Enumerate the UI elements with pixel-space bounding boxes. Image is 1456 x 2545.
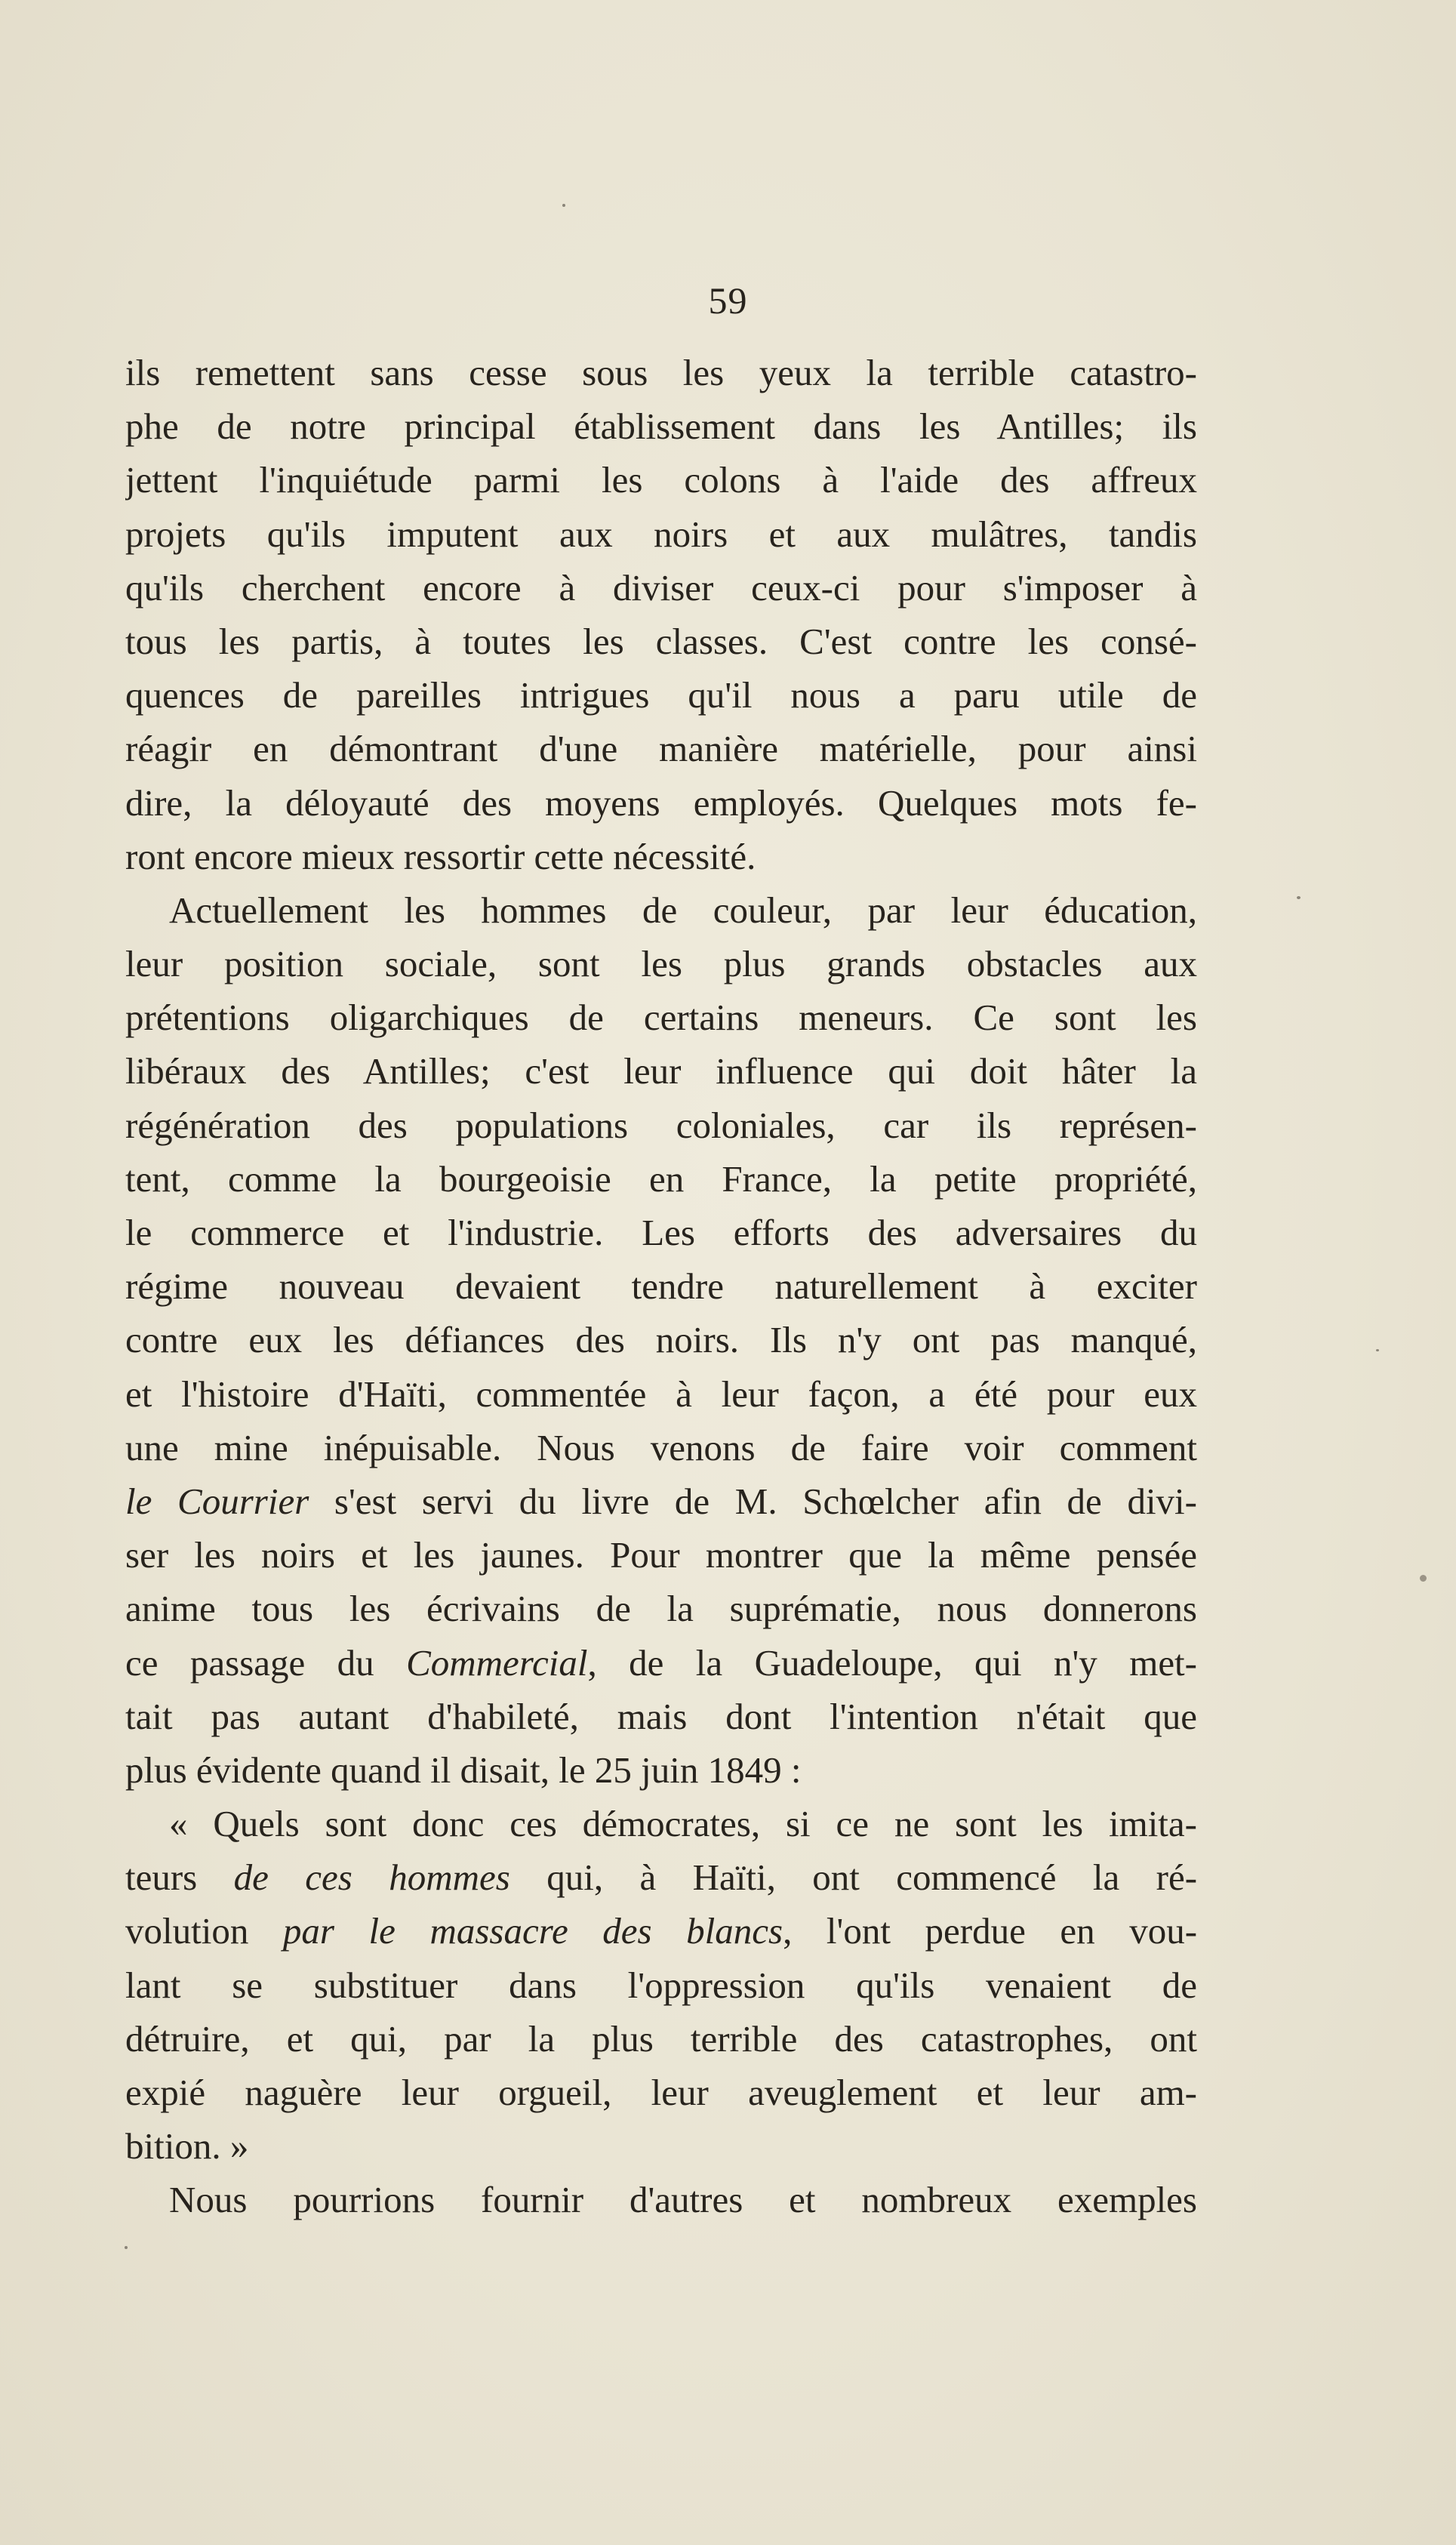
text-line: tent, comme la bourgeoisie en France, la petite propriété,	[125, 1157, 1197, 1200]
text-line: ils remettent sans cesse sous les yeux la terrible catastro-	[125, 352, 1197, 393]
newspaper-title-commercial: Commercial	[406, 1641, 588, 1684]
text-line: projets qu'ils imputent aux noirs et aux mulâtres, tandis	[125, 513, 1197, 555]
paper-speck	[1297, 896, 1301, 899]
quotation-start-line: « Quels sont donc ces démocrates, si ce ne sont les imita-	[169, 1803, 1197, 1845]
body-text	[125, 346, 1197, 2227]
text-line: ce passage du Commercial, de la Guadeloupe, qui n'y met-	[125, 1641, 1197, 1684]
text-line: prétentions oligarchiques de certains meneurs. Ce sont les	[125, 997, 1197, 1039]
text-line: plus évidente quand il disait, le 25 juin 1849 :	[125, 1749, 802, 1791]
paper-speck	[562, 204, 565, 207]
text-line: régime nouveau devaient tendre naturellement à exciter	[125, 1265, 1197, 1308]
paper-speck	[1376, 1349, 1379, 1351]
paper-speck	[1420, 1575, 1427, 1582]
text-line: le Courrier s'est servi du livre de M. Schœlcher afin de divi-	[125, 1480, 1197, 1522]
text-line: expié naguère leur orgueil, leur aveuglement et leur am-	[125, 2072, 1197, 2113]
text-line: dire, la déloyauté des moyens employés. Quelques mots fe-	[125, 781, 1197, 824]
text-line: détruire, et qui, par la plus terrible des catastrophes, ont	[125, 2017, 1197, 2060]
text-line: bition. »	[125, 2125, 249, 2168]
page-number: 59	[708, 279, 748, 322]
text-line: et l'histoire d'Haïti, commentée à leur façon, a été pour eux	[125, 1373, 1197, 1415]
newspaper-title-courrier: le Courrier	[125, 1480, 309, 1522]
text-line: quences de pareilles intrigues qu'il nous a paru utile de	[125, 674, 1197, 716]
text-line: qu'ils cherchent encore à diviser ceux-ci pour s'imposer à	[125, 566, 1197, 609]
text-line: une mine inépuisable. Nous venons de faire voir comment	[125, 1426, 1197, 1468]
paragraph-start-line: Actuellement les hommes de couleur, par leur éducation,	[169, 889, 1197, 931]
text-line: le commerce et l'industrie. Les efforts des adversaires du	[125, 1212, 1197, 1253]
paper-speck	[125, 2246, 128, 2249]
text-line: volution par le massacre des blancs, l'ont perdue en vou-	[125, 1910, 1197, 1952]
text-line: leur position sociale, sont les plus grands obstacles aux	[125, 943, 1197, 985]
text-line: contre eux les défiances des noirs. Ils n'y ont pas manqué,	[125, 1319, 1197, 1361]
text-line: ser les noirs et les jaunes. Pour montrer que la même pensée	[125, 1534, 1197, 1576]
text-line: lant se substituer dans l'oppression qu'ils venaient de	[125, 1964, 1197, 2006]
text-line: anime tous les écrivains de la suprématie, nous donnerons	[125, 1588, 1197, 1630]
italic-phrase: de ces hommes	[233, 1856, 510, 1899]
text-line: réagir en démontrant d'une manière matérielle, pour ainsi	[125, 728, 1197, 770]
text-line: phe de notre principal établissement dans les Antilles; ils	[125, 405, 1197, 448]
text-line: jettent l'inquiétude parmi les colons à l'aide des affreux	[125, 459, 1197, 501]
text-line: ront encore mieux ressortir cette nécessité.	[125, 835, 756, 877]
italic-phrase: par le massacre des blancs	[282, 1910, 783, 1952]
text-line: tait pas autant d'habileté, mais dont l'intention n'était que	[125, 1695, 1197, 1737]
paragraph-start-line: Nous pourrions fournir d'autres et nombreux exemples	[169, 2179, 1197, 2221]
text-line: régénération des populations coloniales, car ils représen-	[125, 1104, 1197, 1146]
text-line: tous les partis, à toutes les classes. C'est contre les consé-	[125, 620, 1197, 662]
text-line: teurs de ces hommes qui, à Haïti, ont commencé la ré-	[125, 1856, 1197, 1899]
text-line: libéraux des Antilles; c'est leur influence qui doit hâter la	[125, 1050, 1197, 1092]
